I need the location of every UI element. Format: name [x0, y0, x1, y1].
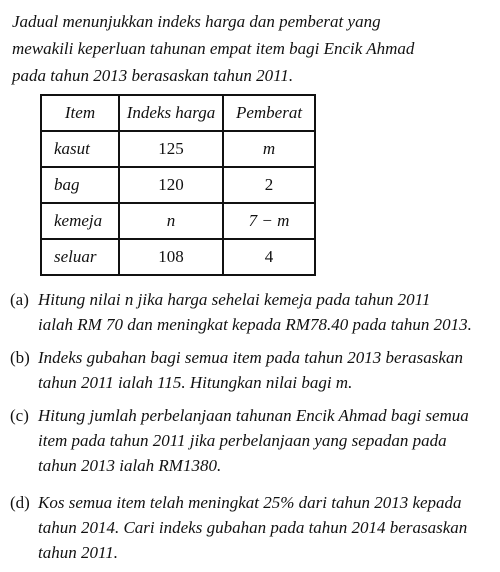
question-line: Kos semua item telah meningkat 25% dari tahun 2013 kepada: [38, 493, 462, 512]
intro-line: Jadual menunjukkan indeks harga dan pemberat yang: [12, 12, 381, 31]
intro-line: pada tahun 2013 berasaskan tahun 2011.: [12, 66, 294, 85]
question-line: item pada tahun 2011 jika perbelanjaan yang sepadan pada: [38, 431, 447, 450]
index-cell: 125: [119, 131, 223, 167]
table-row: [41, 167, 315, 203]
header-weight: Pemberat: [223, 95, 315, 131]
index-cell: n: [119, 203, 223, 239]
price-index-table: [40, 94, 316, 276]
weight-cell: m: [223, 131, 315, 167]
weight-cell: 7 − m: [223, 203, 315, 239]
table-row: [41, 131, 315, 167]
question-text: [38, 490, 467, 565]
question-label: (d): [10, 493, 30, 512]
question-line: tahun 2013 ialah RM1380.: [38, 456, 222, 475]
table-row: [41, 203, 315, 239]
question-line: Hitung jumlah perbelanjaan tahunan Encik Ahmad bagi semua: [38, 406, 469, 425]
item-cell: kemeja: [41, 203, 119, 239]
question-line: ialah RM 70 dan meningkat kepada RM78.40 pada tahun 2013.: [38, 315, 472, 334]
weight-cell: 4: [223, 239, 315, 275]
question-text: [38, 403, 469, 478]
question-text: [38, 287, 472, 337]
index-cell: 120: [119, 167, 223, 203]
question-line: tahun 2011 ialah 115. Hitungkan nilai bagi m.: [38, 373, 353, 392]
question-label: (a): [10, 290, 29, 309]
weight-cell: 2: [223, 167, 315, 203]
intro-line: mewakili keperluan tahunan empat item bagi Encik Ahmad: [12, 39, 415, 58]
table-header-row: [41, 95, 315, 131]
question-line: tahun 2011.: [38, 543, 118, 562]
item-cell: seluar: [41, 239, 119, 275]
question-label: (c): [10, 406, 29, 425]
index-cell: 108: [119, 239, 223, 275]
question-line: tahun 2014. Cari indeks gubahan pada tahun 2014 berasaskan: [38, 518, 468, 537]
intro-text: [12, 8, 490, 89]
header-item: Item: [41, 95, 119, 131]
question-line: Indeks gubahan bagi semua item pada tahun 2013 berasaskan: [38, 348, 463, 367]
item-cell: bag: [41, 167, 119, 203]
question-label: (b): [10, 348, 30, 367]
question-text: [38, 345, 463, 395]
table-row: [41, 239, 315, 275]
header-price-index: Indeks harga: [119, 95, 223, 131]
item-cell: kasut: [41, 131, 119, 167]
question-line: Hitung nilai n jika harga sehelai kemeja pada tahun 2011: [38, 290, 431, 309]
